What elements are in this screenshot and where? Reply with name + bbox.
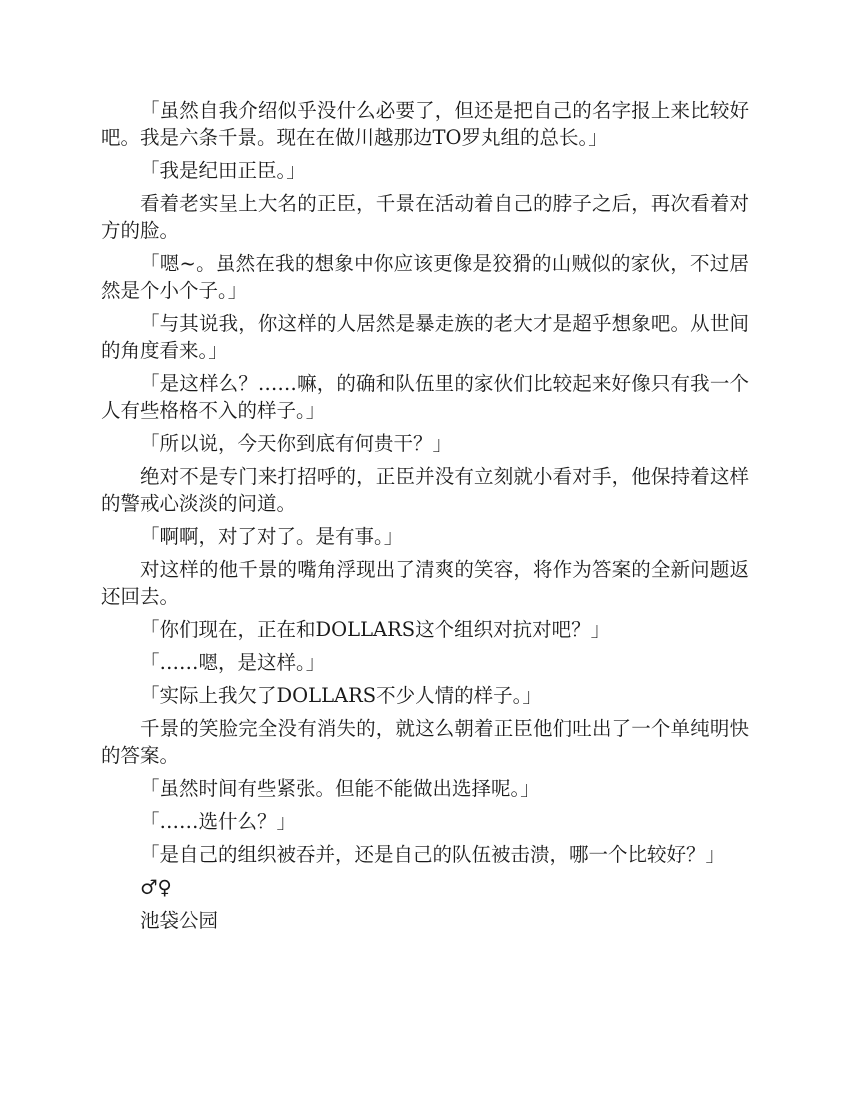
paragraph: 「……选什么？」	[140, 810, 297, 833]
paragraph: 「虽然时间有些紧张。但能不能做出选择呢。」	[140, 777, 540, 800]
paragraph: 「是这样么？……嘛，的确和队伍里的家伙们比较起来好像只有我一个人有些格格不入的样子。」	[101, 372, 749, 422]
section-heading: 池袋公园	[140, 909, 219, 932]
paragraph: 「嗯~。虽然在我的想象中你应该更像是狡猾的山贼似的家伙，不过居然是个小个子。」	[101, 252, 749, 302]
scene-break-symbol: ♂♀	[140, 876, 172, 899]
paragraph: 「虽然自我介绍似乎没什么必要了，但还是把自己的名字报上来比较好吧。我是六条千景。现在在做川越那边TO罗丸组的总长。」	[101, 99, 749, 149]
paragraph: 看着老实呈上大名的正臣，千景在活动着自己的脖子之后，再次看着对方的脸。	[101, 192, 749, 242]
paragraph: 对这样的他千景的嘴角浮现出了清爽的笑容，将作为答案的全新问题返还回去。	[101, 558, 749, 608]
paragraph: 「是自己的组织被吞并，还是自己的队伍被击溃，哪一个比较好？」	[140, 843, 726, 866]
paragraph: 「你们现在，正在和DOLLARS这个组织对抗对吧？」	[140, 618, 611, 641]
paragraph: 绝对不是专门来打招呼的，正臣并没有立刻就小看对手，他保持着这样的警戒心淡淡的问道。	[101, 465, 749, 515]
paragraph: 「我是纪田正臣。」	[140, 159, 306, 182]
paragraph: 「啊啊，对了对了。是有事。」	[140, 525, 404, 548]
paragraph: 「……嗯，是这样。」	[140, 651, 326, 674]
paragraph: 「所以说，今天你到底有何贵干？」	[140, 432, 453, 455]
paragraph: 千景的笑脸完全没有消失的，就这么朝着正臣他们吐出了一个单纯明快的答案。	[101, 717, 749, 767]
paragraph: 「实际上我欠了DOLLARS不少人情的样子。」	[140, 684, 542, 707]
document-page	[101, 97, 749, 934]
paragraph: 「与其说我，你这样的人居然是暴走族的老大才是超乎想象吧。从世间的角度看来。」	[101, 312, 749, 362]
